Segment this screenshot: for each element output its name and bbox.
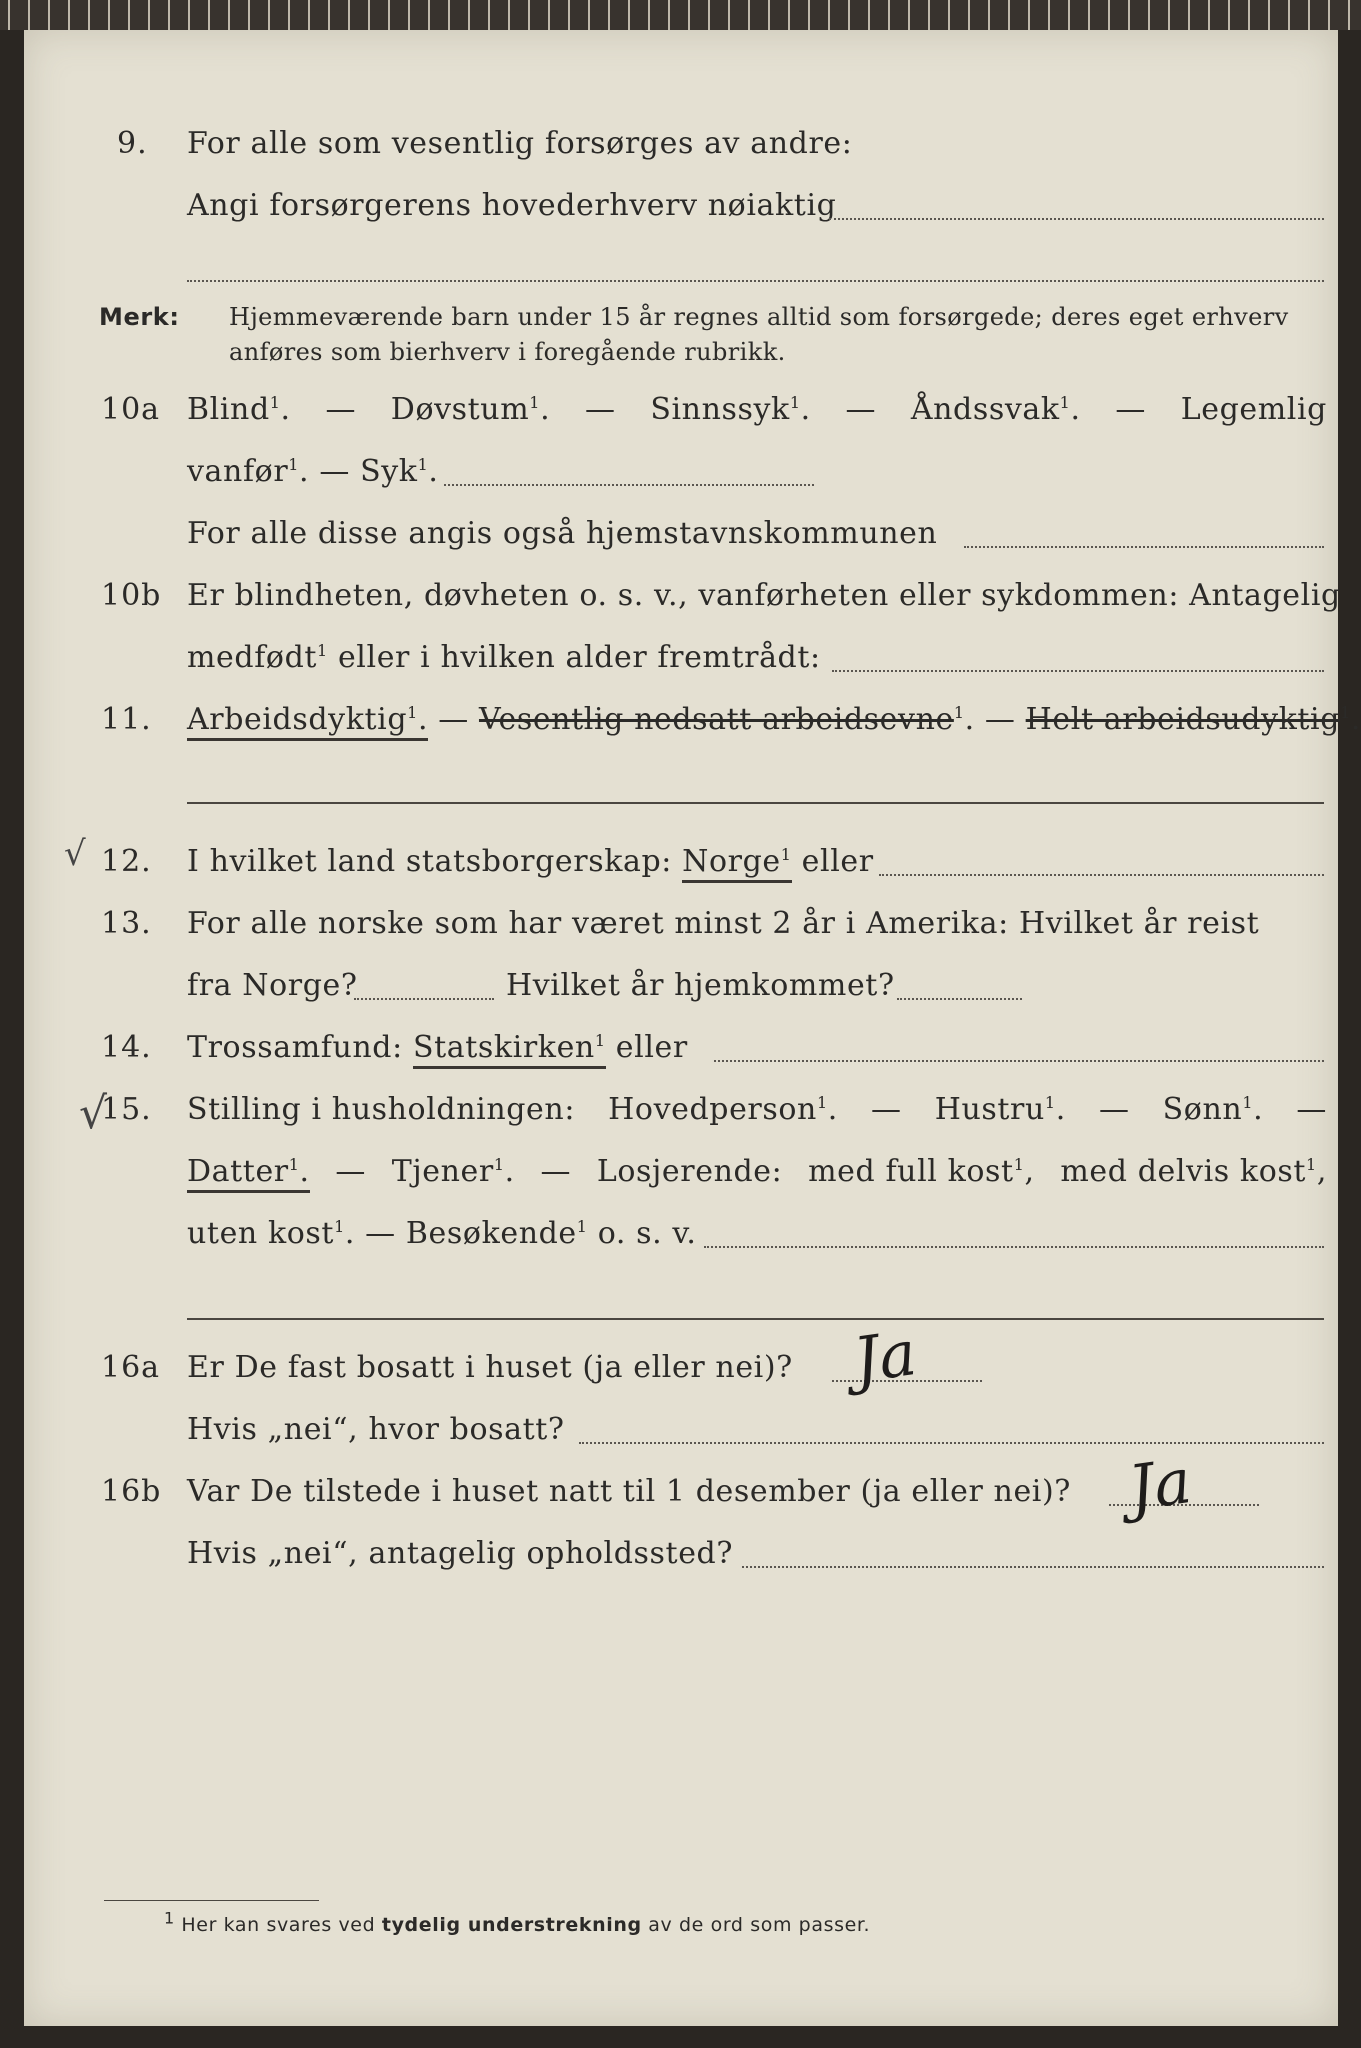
q11-udyktig[interactable]: Helt arbeidsudyktig: [1025, 702, 1341, 737]
dash: —: [870, 1092, 902, 1127]
q16b-handwritten-answer[interactable]: Ja: [1124, 1444, 1196, 1525]
q11-nedsatt[interactable]: Vesentlig nedsatt arbeidsevne: [478, 702, 954, 737]
q9-line2: Angi forsørgerens hovederhverv nøiaktig: [187, 188, 837, 223]
q15-separator: [187, 1318, 1324, 1320]
dash: —: [584, 392, 616, 427]
q12-number: 12.: [101, 844, 152, 879]
q14-eller: eller: [615, 1030, 688, 1065]
q13-number: 13.: [101, 906, 152, 941]
footnote-rule: [104, 1900, 319, 1901]
q15-tjener[interactable]: Tjener$^1$.: [391, 1154, 515, 1189]
q10a-syk-answer-line[interactable]: [444, 484, 814, 486]
dash: —: [365, 1216, 396, 1251]
q14-line: [187, 1030, 688, 1065]
q13-reist-answer-line[interactable]: [354, 998, 494, 1000]
q15-hovedperson[interactable]: Hovedperson$^1$.: [608, 1092, 838, 1127]
q10a-blind[interactable]: Blind$^1$.: [187, 392, 291, 427]
q14-question: Trossamfund:: [187, 1030, 403, 1065]
q14-statskirken[interactable]: Statskirken$^1$: [413, 1030, 606, 1069]
q15-hustru[interactable]: Hustru$^1$.: [934, 1092, 1066, 1127]
q11-answer-line[interactable]: [187, 802, 1324, 804]
q15-losjerende: Losjerende:: [596, 1154, 783, 1189]
q11-number: 11.: [101, 702, 152, 737]
q10a-line3: For alle disse angis også hjemstavnskommunen: [187, 516, 938, 551]
q15-osv: o. s. v.: [597, 1216, 697, 1251]
q13-line2b: Hvilket år hjemkommet?: [506, 968, 895, 1003]
dash: —: [325, 392, 357, 427]
q16b-number: 16b: [101, 1474, 162, 1509]
q9-number: 9.: [117, 126, 148, 161]
dash: —: [845, 392, 877, 427]
merk-line2: anføres som bierhverv i foregående rubrikk.: [229, 338, 786, 366]
merk-label: Merk:: [99, 303, 180, 331]
q13-hjemkommet-answer-line[interactable]: [897, 998, 1022, 1000]
dash: —: [1296, 1092, 1327, 1127]
q9-line1: For alle som vesentlig forsørges av andre:: [187, 126, 853, 161]
footnote-pre: Her kan svares ved: [181, 1914, 376, 1936]
q12-answer-line[interactable]: [879, 874, 1324, 876]
q15-number: 15.: [101, 1092, 152, 1127]
q11-arbeidsdyktig[interactable]: Arbeidsdyktig$^1$.: [187, 702, 428, 741]
q10b-line1: Er blindheten, døvheten o. s. v., vanførheten eller sykdommen: Antagelig: [187, 578, 1341, 613]
q15-sonn[interactable]: Sønn$^1$.: [1162, 1092, 1264, 1127]
q16b-line2: Hvis „nei“, antagelig opholdssted?: [187, 1536, 734, 1571]
dash: —: [335, 1154, 367, 1189]
q12-question: I hvilket land statsborgerskap:: [187, 844, 672, 879]
dash: —: [984, 702, 1016, 737]
q10a-line2: [187, 454, 438, 489]
merk-line1: Hjemmeværende barn under 15 år regnes alltid som forsørgede; deres eget erhverv: [229, 303, 1289, 331]
footnote-bold: tydelig understrekning: [381, 1914, 642, 1936]
q10a-number: 10a: [101, 392, 161, 427]
scan-edge-strip: [0, 0, 1361, 30]
q12-line: [187, 844, 874, 879]
q15-line2: [187, 1154, 1327, 1193]
q16a-line1: Er De fast bosatt i huset (ja eller nei)?: [187, 1350, 793, 1385]
q10b-medfodt[interactable]: medfødt$^1$: [187, 640, 328, 675]
q15-delvis-kost[interactable]: med delvis kost$^1$,: [1060, 1154, 1327, 1189]
q10a-line1: [187, 392, 1327, 427]
q10a-andssvak[interactable]: Åndssvak$^1$.: [910, 392, 1081, 427]
q15-uten-kost[interactable]: uten kost$^1$.: [187, 1216, 356, 1251]
footnote-post: av de ord som passer.: [648, 1914, 871, 1936]
q10a-dovstum[interactable]: Døvstum$^1$.: [390, 392, 551, 427]
q10a-hjemstavn-answer-line[interactable]: [964, 546, 1324, 548]
q15-full-kost[interactable]: med full kost$^1$,: [808, 1154, 1035, 1189]
q10a-vanfor[interactable]: vanfør$^1$.: [187, 454, 310, 489]
dash: —: [438, 702, 469, 737]
q12-checkmark: √: [64, 834, 86, 874]
footnote: [164, 1908, 871, 1936]
q10b-answer-line[interactable]: [832, 670, 1324, 672]
q10a-syk[interactable]: Syk$^1$.: [360, 454, 439, 489]
q10a-legemlig[interactable]: Legemlig: [1180, 392, 1327, 427]
q11-line1: Arbeidsdyktig$^1$. — Vesentlig nedsatt arbeidsevne$^1$. — Helt arbeidsudyktig$^1$.: [187, 702, 1361, 737]
q10b-number: 10b: [101, 578, 162, 613]
q16a-number: 16a: [101, 1350, 161, 1385]
q15-besokende[interactable]: Besøkende$^1$: [405, 1216, 588, 1251]
dash: —: [1098, 1092, 1130, 1127]
q16b-line1: Var De tilstede i huset natt til 1 desember (ja eller nei)?: [187, 1474, 1071, 1509]
q16b-opholdssted-answer-line[interactable]: [742, 1566, 1324, 1568]
census-form-page: [24, 30, 1361, 2026]
q15-answer-line[interactable]: [704, 1246, 1324, 1248]
dash: —: [540, 1154, 572, 1189]
q12-norge[interactable]: Norge$^1$: [682, 844, 791, 883]
q15-line3: [187, 1216, 697, 1251]
q13-line1: For alle norske som har været minst 2 år i Amerika: Hvilket år reist: [187, 906, 1260, 941]
q10a-sinnssyk[interactable]: Sinnssyk$^1$.: [650, 392, 811, 427]
q15-checkmark: √: [79, 1088, 108, 1139]
q10b-line2-rest: eller i hvilken alder fremtrådt:: [337, 640, 821, 675]
q15-datter[interactable]: Datter$^1$.: [187, 1154, 310, 1193]
q16a-bosatt-answer-line[interactable]: [579, 1442, 1324, 1444]
q15-line1: [187, 1092, 1327, 1127]
q13-line2a: fra Norge?: [187, 968, 358, 1003]
q14-answer-line[interactable]: [714, 1060, 1324, 1062]
q9-answer-line-2[interactable]: [187, 280, 1324, 282]
q10b-line2: [187, 640, 821, 675]
q15-question: Stilling i husholdningen:: [187, 1092, 576, 1127]
q16a-handwritten-answer[interactable]: Ja: [849, 1316, 921, 1397]
q14-number: 14.: [101, 1030, 152, 1065]
q16a-line2: Hvis „nei“, hvor bosatt?: [187, 1412, 565, 1447]
dash: —: [319, 454, 350, 489]
footnote-marker: 1: [164, 1908, 175, 1928]
q9-answer-line[interactable]: [829, 218, 1324, 220]
q12-eller: eller: [801, 844, 874, 879]
dash: —: [1115, 392, 1146, 427]
